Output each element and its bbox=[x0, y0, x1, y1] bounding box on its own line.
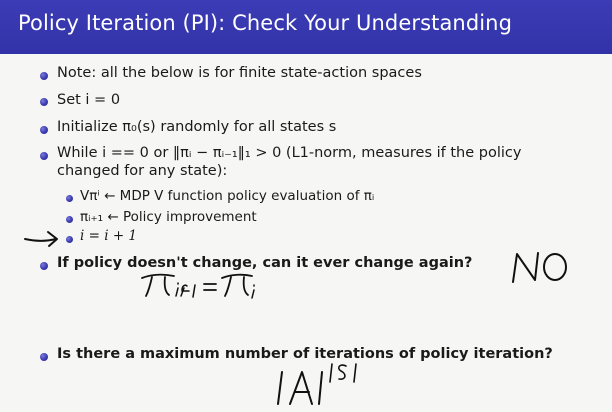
handwritten-equation bbox=[138, 266, 258, 306]
title-bar bbox=[0, 0, 612, 54]
item-while: While i == 0 or ‖πᵢ − πᵢ₋₁‖₁ > 0 (L1-norm, measures if the policy bbox=[57, 145, 522, 161]
bullet-marker bbox=[40, 72, 48, 80]
bullet-marker bbox=[40, 353, 48, 361]
question-max-iterations: Is there a maximum number of iterations of policy iteration? bbox=[57, 346, 553, 362]
handwritten-answer bbox=[270, 360, 380, 408]
slide-title: Policy Iteration (PI): Check Your Understanding bbox=[18, 11, 513, 35]
handwritten-no bbox=[505, 248, 575, 288]
question-policy-change: If policy doesn't change, can it ever change again? bbox=[57, 255, 473, 271]
sub-bullet-marker bbox=[66, 195, 73, 202]
handwritten-arrow-icon bbox=[22, 228, 62, 250]
sub-bullet-marker bbox=[66, 236, 73, 243]
bullet-marker bbox=[40, 152, 48, 160]
bullet-marker bbox=[40, 126, 48, 134]
bullet-marker bbox=[40, 262, 48, 270]
item-set-i: Set i = 0 bbox=[57, 92, 121, 108]
bullet-marker bbox=[40, 98, 48, 106]
item-while-continued: changed for any state): bbox=[57, 163, 228, 179]
item-note: Note: all the below is for finite state-action spaces bbox=[57, 65, 422, 81]
subitem-improvement: πᵢ₊₁ ← Policy improvement bbox=[80, 209, 257, 225]
item-initialize: Initialize π₀(s) randomly for all states s bbox=[57, 119, 337, 135]
subitem-evaluation: Vπⁱ ← MDP V function policy evaluation of πᵢ bbox=[80, 188, 375, 204]
sub-bullet-marker bbox=[66, 216, 73, 223]
subitem-increment: i = i + 1 bbox=[80, 228, 138, 244]
